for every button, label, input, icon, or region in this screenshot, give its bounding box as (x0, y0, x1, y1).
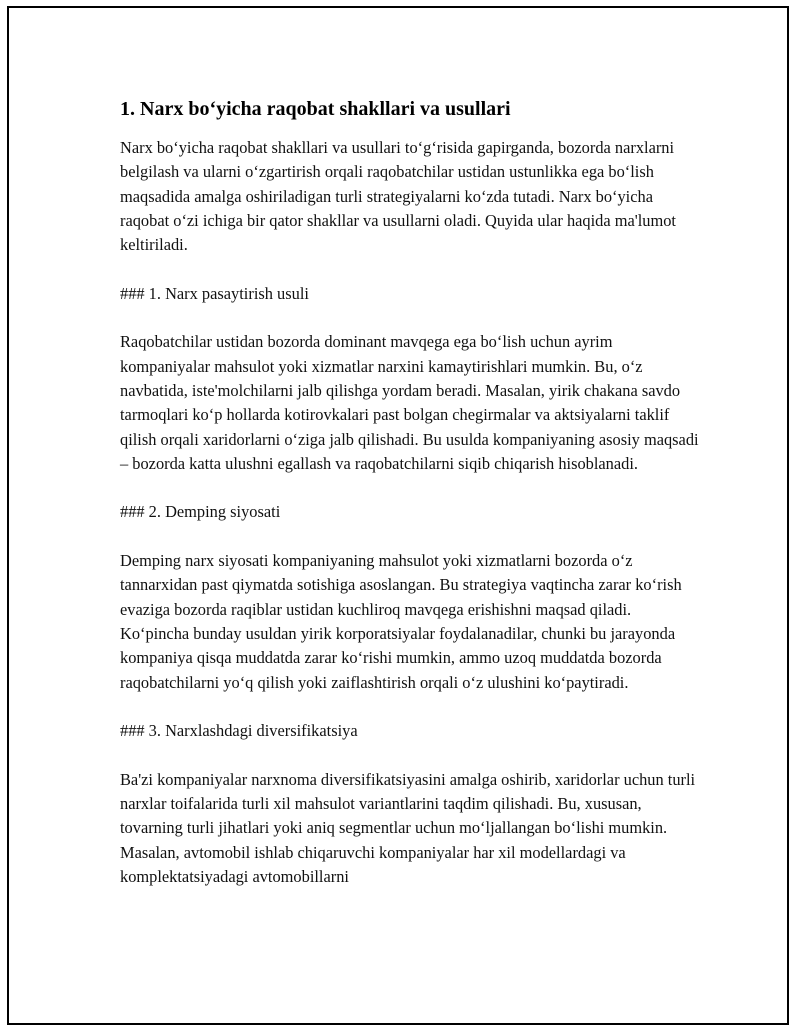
section-heading-1: ### 1. Narx pasaytirish usuli (120, 283, 309, 303)
section-heading-3: ### 3. Narxlashdagi diversifikatsiya (120, 721, 358, 741)
intro-paragraph: Narx bo‘yicha raqobat shakllari va usullari to‘g‘risida gapirganda, bozorda narxlarni belgilash va ularni o‘zgartirish orqali raqobatchilar ustidan ustunlikka ega bo‘lish maqsadida amalga oshiriladigan turli strategiyalarni ko‘zda tutadi. Narx bo‘yicha raqobat o‘zi ichiga bir qator shakllar va usullarni oladi. Quyida ular haqida ma'lumot keltiriladi. (120, 138, 676, 255)
section-paragraph-2: Demping narx siyosati kompaniyaning mahsulot yoki xizmatlarni bozorda o‘z tannarxidan past qiymatda sotishiga asoslangan. Bu strategiya vaqtincha zarar ko‘rish evaziga bozorda raqiblar ustidan kuchliroq mavqega erishishni maqsad qiladi. Ko‘pincha bunday usuldan yirik korporatsiyalar foydalanadilar, chunki bu jarayonda kompaniya qisqa muddatda zarar ko‘rishi mumkin, ammo uzoq muddatda bozorda raqobatchilarni yo‘q qilish yoki zaiflashtirish orqali o‘z ulushini ko‘paytiradi. (120, 551, 682, 692)
document-title: 1. Narx bo‘yicha raqobat shakllari va usullari (120, 98, 511, 120)
document-body (120, 96, 700, 889)
section-paragraph-3: Ba'zi kompaniyalar narxnoma diversifikatsiyasini amalga oshirib, xaridorlar uchun turli narxlar toifalarida turli xil mahsulot variantlarini taqdim qilishadi. Bu, xususan, tovarning turli jihatlari yoki aniq segmentlar uchun mo‘ljallangan bo‘lishi mumkin. Masalan, avtomobil ishlab chiqaruvchi kompaniyalar har xil modellardagi va komplektatsiyadagi avtomobillarni (120, 769, 696, 886)
section-heading-2: ### 2. Demping siyosati (120, 502, 281, 522)
section-paragraph-1: Raqobatchilar ustidan bozorda dominant mavqega ega bo‘lish uchun ayrim kompaniyalar mahsulot yoki xizmatlar narxini kamaytirishlari mumkin. Bu, o‘z navbatida, iste'molchilarni jalb qilishga yordam beradi. Masalan, yirik chakana savdo tarmoqlari ko‘p hollarda kotirovkalari past bolgan chegirmalar va aktsiyalarni taklif qilish orqali xaridorlarni o‘ziga jalb qilishadi. Bu usulda kompaniyaning asosiy maqsadi – bozorda katta ulushni egallash va raqobatchilarni siqib chiqarish hisoblanadi. (120, 332, 699, 473)
page-frame (7, 6, 789, 1025)
